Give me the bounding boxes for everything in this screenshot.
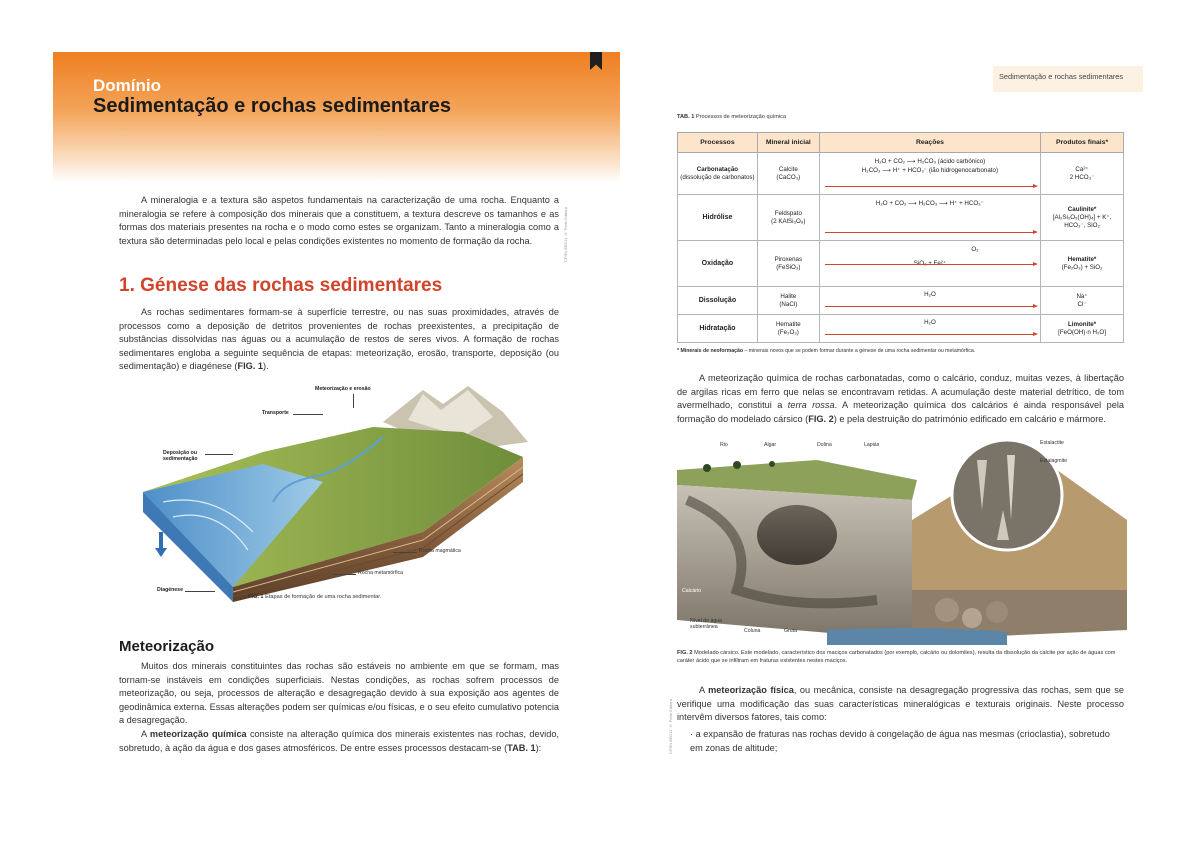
subsection-title: Meteorização [119, 638, 215, 655]
mineral-cell: Piroxenas (FeSiO₃) [757, 241, 819, 287]
reaction-arrow-icon [825, 232, 1033, 233]
fig1-reference: FIG. 1 [237, 361, 264, 372]
intro-paragraph: A mineralogia e a textura são aspetos fundamentais na caracterização de uma rocha. Enquanto a mineralogia se refere à composição dos minerais que a constituem, a textura descreve os tamanhos e as formas dos materiais presentes na rocha e o modo como estes se organizam. Tanto a mineralogia como a textura são determinadas pelo local e pelas condições existentes no momento de formação da rocha. [119, 195, 559, 246]
fig2-label-rio: Rio [720, 442, 728, 448]
process-cell: Hidrólise [678, 195, 758, 241]
fig2-label-estalagmite: Estalagmite [1040, 458, 1068, 464]
reaction-cell: H₂O [819, 315, 1040, 343]
product-cell: Caulinite* [Al₂Si₂O₅(OH)₄] + K⁺, HCO₃⁻, SiO₂ [1041, 195, 1124, 241]
side-note: CFRN 8EG11 © Porto Editora [668, 699, 673, 754]
reaction-arrow-icon [825, 306, 1033, 307]
table-row [678, 241, 1124, 287]
fig1-leader [293, 414, 323, 415]
processes-table [677, 132, 1124, 343]
fig1-caption: FIG. 1 Etapas de formação de uma rocha sedimentar. [248, 594, 382, 600]
table-caption: TAB. 1 Processos de meteorização química [677, 114, 787, 120]
mineral-cell: Hematite (Fe₂O₃) [757, 315, 819, 343]
fig2-label-calcario: Calcário [682, 588, 702, 594]
fig2-illustration [677, 440, 1127, 645]
product-cell: Na⁺ Cl⁻ [1041, 287, 1124, 315]
right-page [660, 52, 1150, 782]
fig2-caption: FIG. 2 Modelado cársico. Este modelado, característico dos maciços carbonatados (por exemplo, calcário ou dolomites), resulta da dissolução da calcite por ação de águas com caráter ácido que se infiltram em fraturas existentes nestes maciços. [677, 650, 1116, 664]
meteorizacao-paragraph: Muitos dos minerais constituintes das rochas são estáveis no ambiente em que se formam, mas tornam-se instáveis em condições superficiais. Nestas condições, as rochas sofrem processos de meteorização, ou seja, processos de alteração e desagregação devido à sua exposição aos agentes de geodinâmica externa. Essas alterações podem ser químicas e/ou físicas, e o seu efeito cumulativo potencia a desagregação. [119, 661, 559, 726]
genese-paragraph: As rochas sedimentares formam-se à superfície terrestre, ou nas suas proximidades, através de processos como a deposição de detritos provenientes de rochas preexistentes, a precipitação de substâncias dissolvidas nas águas ou a acumulação de restos de seres vivos. A formação de rochas sedimentares engloba a seguinte sequência de etapas: meteorização, erosão, transporte, deposição (ou sedimentação) e diagénese (FIG. 1). [119, 307, 559, 372]
side-note: CFRN 8EG11 © Porto Editora [563, 207, 568, 262]
reaction-arrow-icon [825, 334, 1033, 335]
domain-title: Sedimentação e rochas sedimentares [93, 95, 451, 117]
fig1-label-diagenese: Diagénese [157, 587, 183, 593]
table-row [678, 153, 1124, 195]
reaction-arrow-icon [825, 264, 1033, 265]
table-header: Reações [819, 133, 1040, 153]
fig2-label-dolina: Dolina [817, 442, 832, 448]
fig1-label-metamorfica: Rocha metamórfica [358, 570, 403, 576]
fig1-label-magmatica: Rocha magmática [419, 548, 461, 554]
domain-label: Domínio [93, 76, 161, 95]
reaction-arrow-icon [825, 186, 1033, 187]
table-header: Processos [678, 133, 758, 153]
table-row [678, 315, 1124, 343]
fig1-label-meteorizacao: Meteorização e erosão [315, 386, 371, 392]
running-head: Sedimentação e rochas sedimentares [993, 66, 1143, 92]
section-title: 1. Génese das rochas sedimentares [119, 275, 443, 296]
fig2-label-algar: Algar [764, 442, 777, 448]
table-header-row [678, 133, 1124, 153]
carsico-paragraph: A meteorização química de rochas carbonatadas, como o calcário, conduz, muitas vezes, à libertação de argilas ricas em ferro que nelas se encontravam retidas. A acumulação deste material detrítico, de tom avermelhado, constitui a terra rossa. A meteorização química dos calcários é ainda responsável pela formação do modelado cársico (FIG. 2) e pela destruição do património edificado em calcário e mármore. [677, 373, 1124, 424]
table-row [678, 287, 1124, 315]
table-header: Mineral inicial [757, 133, 819, 153]
reaction-cell: O₂ SiO₂ + Fe²⁺ [819, 241, 1040, 287]
table-header: Produtos finais* [1041, 133, 1124, 153]
fig1-leader [393, 552, 417, 553]
fig2-label-lapias: Lapiás [864, 442, 880, 448]
mineral-cell: Feldspato (2 KAlSi₃O₈) [757, 195, 819, 241]
product-cell: Limonite* [FeO(OH)·n H₂O] [1041, 315, 1124, 343]
table-row [678, 195, 1124, 241]
mineral-cell: Halite (NaCl) [757, 287, 819, 315]
product-cell: Ca²⁺ 2 HCO₃⁻ [1041, 153, 1124, 195]
fig2-label-coluna: Coluna [744, 628, 761, 634]
fig2-label-nivel-agua: Nível de água subterrânea [690, 618, 723, 630]
list-item: · a expansão de fraturas nas rochas devido à congelação de água nas mesmas (crioclastia), sobretudo em zonas de altitude; [690, 729, 1110, 753]
fig1-leader [205, 454, 233, 455]
left-page [53, 52, 620, 782]
fig2-label-estalactite: Estalactite [1040, 440, 1064, 446]
process-cell: Dissolução [678, 287, 758, 315]
meteorizacao-quimica-paragraph: A meteorização química consiste na alteração química dos minerais existentes nas rochas, devido, sobretudo, à ação da água e dos gases atmosféricos. De entre esses processos destacam-se (TAB. 1): [119, 729, 559, 753]
fig1-label-deposicao: Deposição ou sedimentação [163, 450, 198, 462]
fig1-leader [333, 574, 356, 575]
reaction-cell: H₂O [819, 287, 1040, 315]
fig1-label-transporte: Transporte [262, 410, 289, 416]
process-cell: Carbonatação (dissolução de carbonatos) [678, 153, 758, 195]
process-cell: Hidratação [678, 315, 758, 343]
table-footnote: * Minerais de neoformação – minerais novos que se podem formar durante a génese de uma rocha sedimentar ou metamórfica. [677, 348, 976, 354]
reaction-cell: H₂O + CO₂ ⟶ H₂CO₃ (ácido carbónico) H₂CO₃ ⟶ H⁺ + HCO₃⁻ (ião hidrogenocarbonato) [819, 153, 1040, 195]
mineral-cell: Calcite (CaCO₃) [757, 153, 819, 195]
process-cell: Oxidação [678, 241, 758, 287]
fig2-label-gruta: Gruta [784, 628, 797, 634]
product-cell: Hematite* (Fe₂O₃) + SiO₂ [1041, 241, 1124, 287]
fig2-reference: FIG. 2 [808, 413, 834, 424]
meteorizacao-fisica-paragraph: A meteorização física, ou mecânica, consiste na desagregação progressiva das rochas, sem que se verifique uma modificação das suas características mineralógicas e texturais originais. Neste processo intervêm diversos fatores, tais como: [677, 685, 1124, 723]
fig1-leader [353, 394, 354, 408]
reaction-cell: H₂O + CO₂ ⟶ H₂CO₃ ⟶ H⁺ + HCO₃⁻ [819, 195, 1040, 241]
fig1-leader [185, 591, 215, 592]
tab1-reference: TAB. 1 [507, 742, 536, 753]
